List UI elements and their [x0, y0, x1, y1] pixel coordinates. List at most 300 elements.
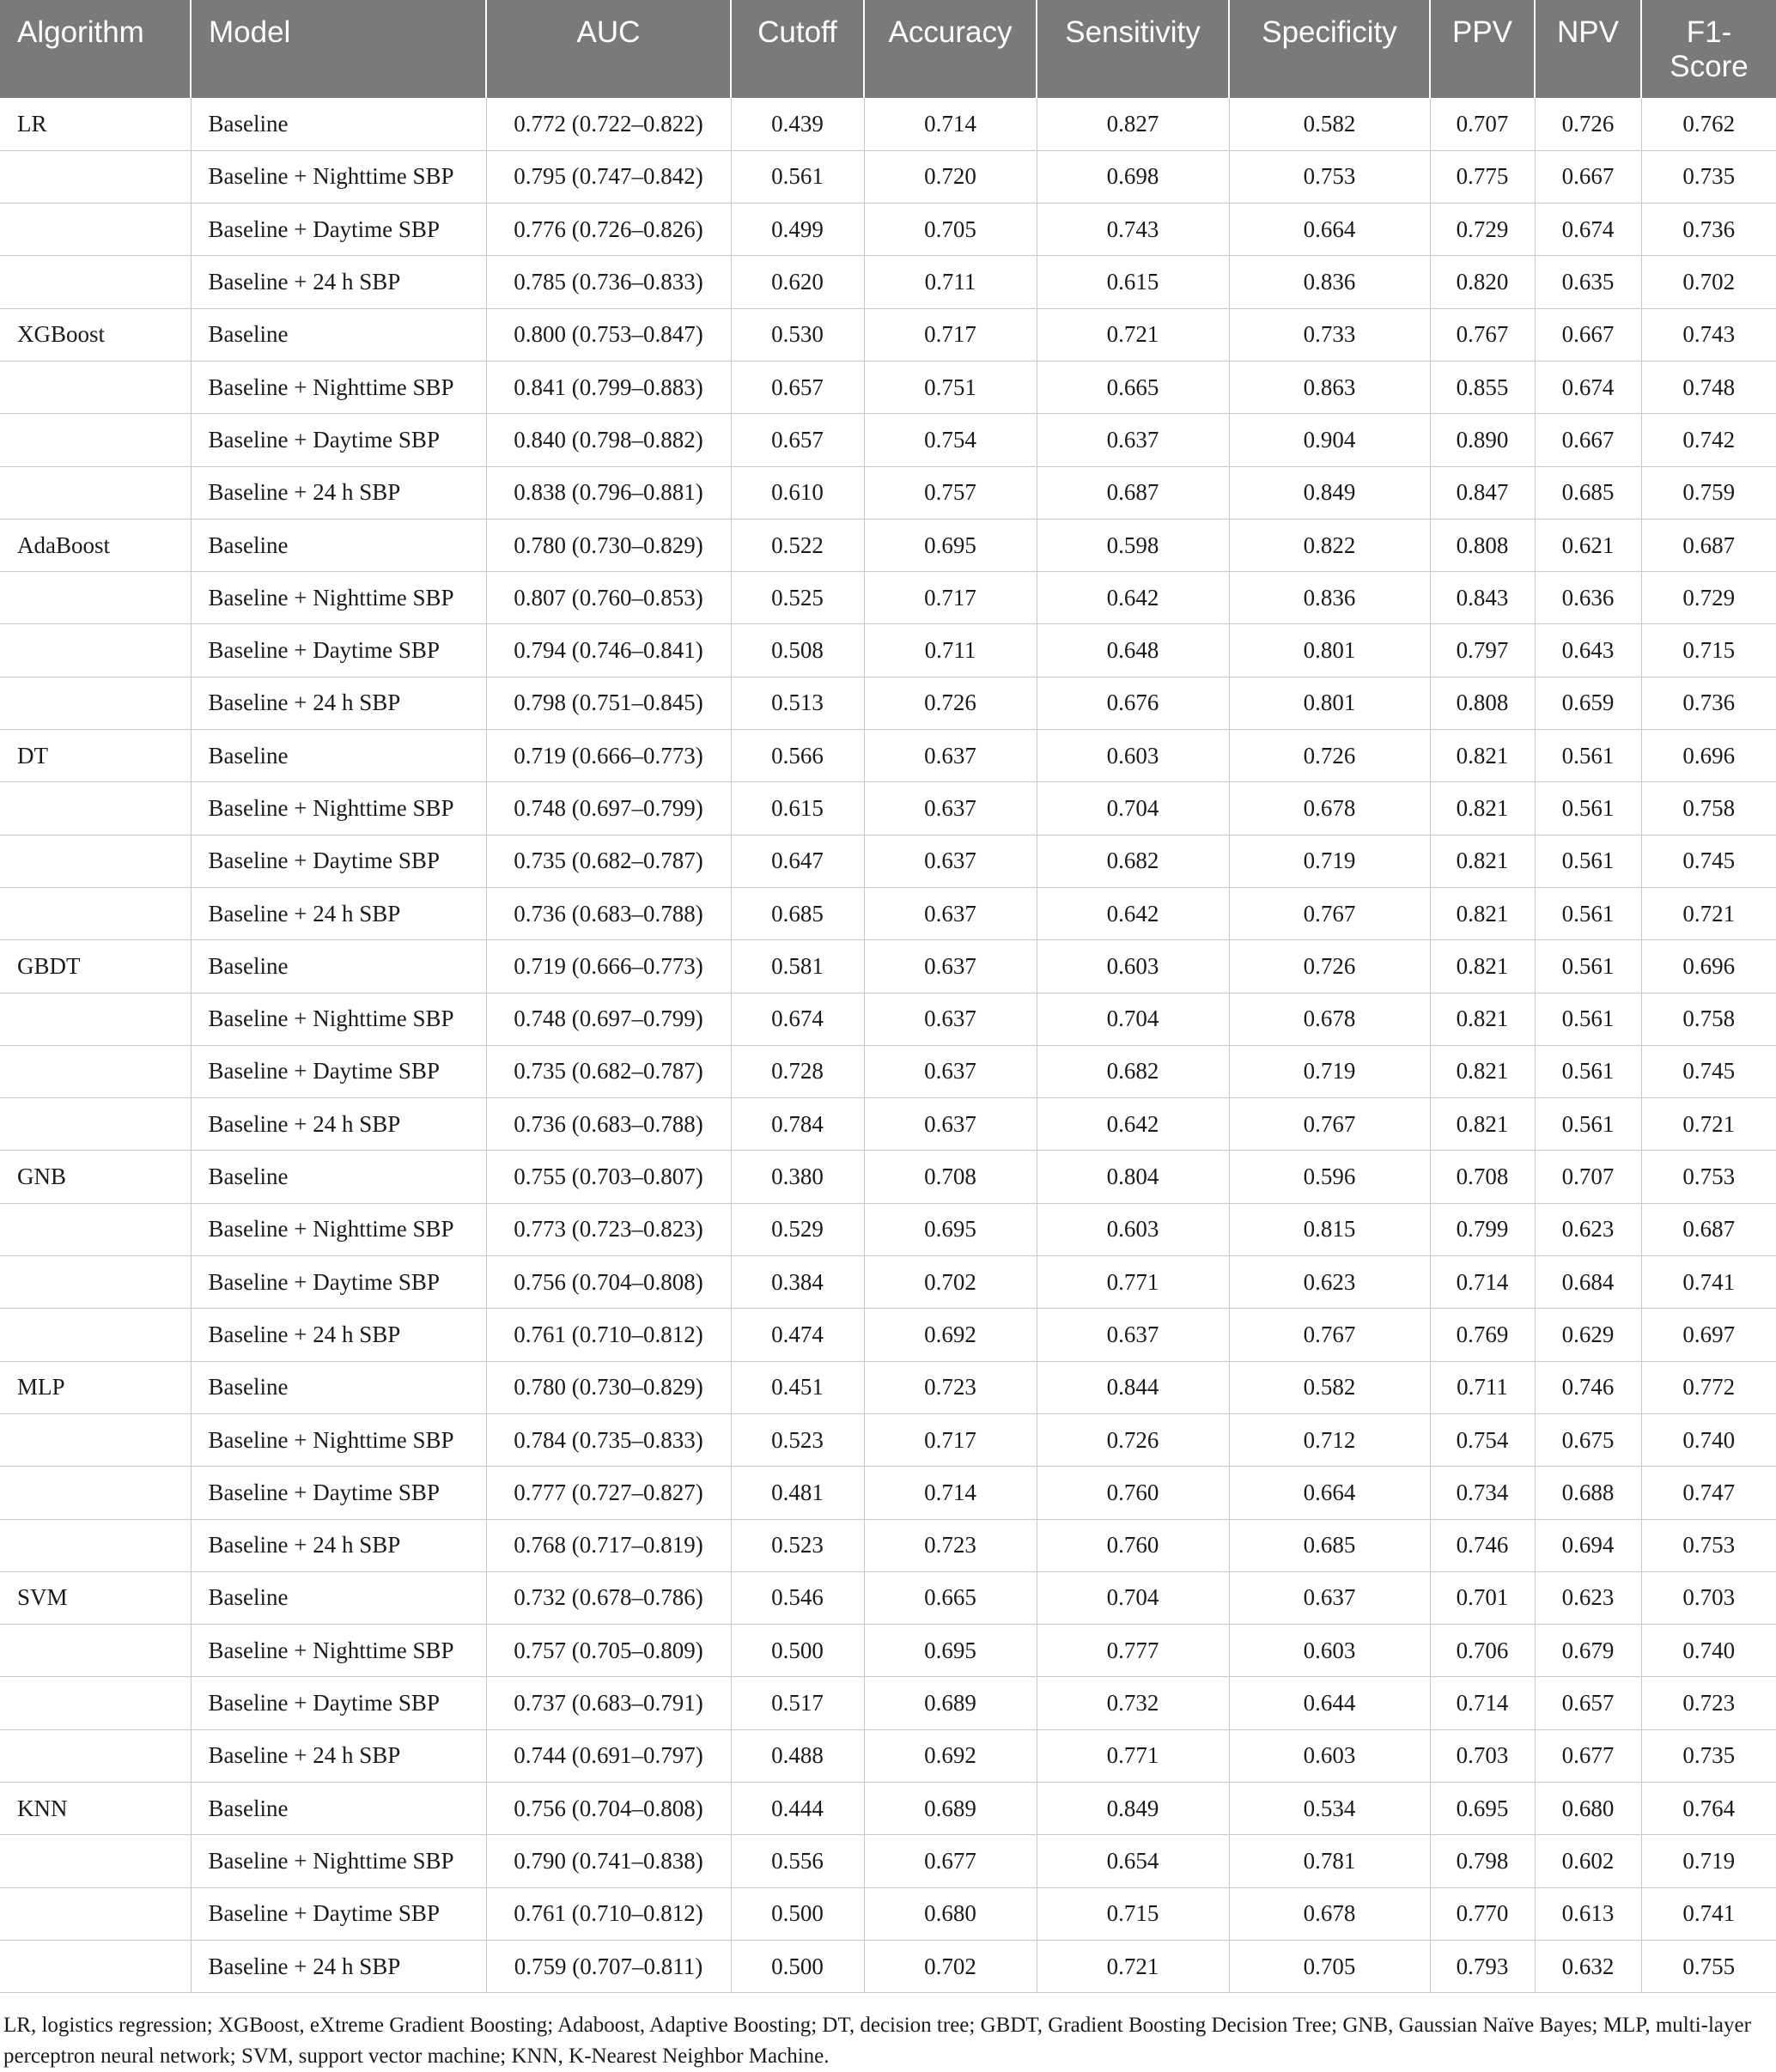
cell-cutoff: 0.488: [731, 1729, 864, 1782]
cell-model: Baseline + 24 h SBP: [191, 466, 486, 519]
cell-specificity: 0.726: [1229, 940, 1430, 993]
header-ppv: PPV: [1430, 0, 1535, 98]
cell-model: Baseline: [191, 940, 486, 993]
cell-ppv: 0.707: [1430, 98, 1535, 150]
cell-accuracy: 0.723: [864, 1361, 1037, 1413]
cell-specificity: 0.678: [1229, 782, 1430, 835]
cell-specificity: 0.582: [1229, 98, 1430, 150]
cell-auc: 0.744 (0.691–0.797): [486, 1729, 731, 1782]
cell-cutoff: 0.556: [731, 1835, 864, 1887]
cell-f1-score: 0.759: [1641, 466, 1776, 519]
cell-algorithm: AdaBoost: [0, 519, 191, 571]
cell-sensitivity: 0.676: [1037, 677, 1229, 729]
cell-npv: 0.621: [1535, 519, 1641, 571]
header-f1-score: [1641, 0, 1776, 98]
cell-cutoff: 0.784: [731, 1098, 864, 1151]
cell-ppv: 0.821: [1430, 730, 1535, 782]
table-row: [0, 940, 1776, 993]
cell-model: Baseline: [191, 1571, 486, 1624]
cell-cutoff: 0.546: [731, 1571, 864, 1624]
cell-cutoff: 0.561: [731, 150, 864, 203]
cell-npv: 0.561: [1535, 835, 1641, 887]
cell-ppv: 0.769: [1430, 1309, 1535, 1361]
table-row: [0, 1835, 1776, 1887]
cell-f1-score: 0.729: [1641, 572, 1776, 624]
cell-ppv: 0.754: [1430, 1413, 1535, 1466]
cell-accuracy: 0.711: [864, 624, 1037, 677]
cell-f1-score: 0.697: [1641, 1309, 1776, 1361]
cell-ppv: 0.821: [1430, 887, 1535, 939]
table-row: [0, 1571, 1776, 1624]
cell-specificity: 0.534: [1229, 1783, 1430, 1835]
cell-algorithm: KNN: [0, 1783, 191, 1835]
cell-cutoff: 0.499: [731, 204, 864, 256]
cell-npv: 0.674: [1535, 204, 1641, 256]
cell-npv: 0.707: [1535, 1151, 1641, 1203]
cell-cutoff: 0.685: [731, 887, 864, 939]
cell-algorithm: [0, 782, 191, 835]
cell-algorithm: [0, 1045, 191, 1097]
cell-npv: 0.685: [1535, 466, 1641, 519]
cell-npv: 0.657: [1535, 1677, 1641, 1729]
cell-ppv: 0.775: [1430, 150, 1535, 203]
table-row: [0, 1413, 1776, 1466]
cell-algorithm: GBDT: [0, 940, 191, 993]
cell-ppv: 0.703: [1430, 1729, 1535, 1782]
cell-model: Baseline + Daytime SBP: [191, 835, 486, 887]
cell-auc: 0.798 (0.751–0.845): [486, 677, 731, 729]
cell-sensitivity: 0.615: [1037, 256, 1229, 308]
cell-cutoff: 0.500: [731, 1940, 864, 1992]
cell-accuracy: 0.717: [864, 572, 1037, 624]
cell-algorithm: [0, 1309, 191, 1361]
table-row: [0, 1361, 1776, 1413]
cell-accuracy: 0.637: [864, 730, 1037, 782]
cell-specificity: 0.767: [1229, 1309, 1430, 1361]
cell-auc: 0.773 (0.723–0.823): [486, 1203, 731, 1255]
cell-f1-score: 0.696: [1641, 940, 1776, 993]
cell-f1-score: 0.735: [1641, 1729, 1776, 1782]
cell-f1-score: 0.741: [1641, 1887, 1776, 1940]
cell-npv: 0.684: [1535, 1256, 1641, 1309]
header-f1-line2: Score: [1670, 50, 1749, 83]
table-body: [0, 98, 1776, 1993]
cell-ppv: 0.714: [1430, 1256, 1535, 1309]
cell-specificity: 0.678: [1229, 993, 1430, 1045]
cell-model: Baseline + Daytime SBP: [191, 204, 486, 256]
cell-f1-score: 0.702: [1641, 256, 1776, 308]
cell-accuracy: 0.695: [864, 519, 1037, 571]
cell-auc: 0.735 (0.682–0.787): [486, 835, 731, 887]
cell-algorithm: [0, 204, 191, 256]
cell-accuracy: 0.665: [864, 1571, 1037, 1624]
cell-auc: 0.735 (0.682–0.787): [486, 1045, 731, 1097]
cell-cutoff: 0.566: [731, 730, 864, 782]
cell-f1-score: 0.755: [1641, 1940, 1776, 1992]
table-row: [0, 993, 1776, 1045]
cell-f1-score: 0.687: [1641, 519, 1776, 571]
cell-algorithm: [0, 1203, 191, 1255]
cell-npv: 0.694: [1535, 1519, 1641, 1571]
cell-sensitivity: 0.642: [1037, 1098, 1229, 1151]
cell-specificity: 0.726: [1229, 730, 1430, 782]
cell-specificity: 0.836: [1229, 572, 1430, 624]
cell-model: Baseline + Nighttime SBP: [191, 1413, 486, 1466]
cell-algorithm: [0, 1256, 191, 1309]
cell-sensitivity: 0.704: [1037, 782, 1229, 835]
cell-npv: 0.561: [1535, 993, 1641, 1045]
cell-sensitivity: 0.665: [1037, 361, 1229, 413]
cell-model: Baseline + 24 h SBP: [191, 1729, 486, 1782]
cell-cutoff: 0.529: [731, 1203, 864, 1255]
cell-cutoff: 0.500: [731, 1887, 864, 1940]
cell-algorithm: [0, 1413, 191, 1466]
header-cutoff: Cutoff: [731, 0, 864, 98]
table-row: [0, 150, 1776, 203]
cell-sensitivity: 0.849: [1037, 1783, 1229, 1835]
cell-f1-score: 0.740: [1641, 1625, 1776, 1677]
cell-cutoff: 0.657: [731, 361, 864, 413]
cell-algorithm: [0, 150, 191, 203]
table-row: [0, 466, 1776, 519]
cell-auc: 0.748 (0.697–0.799): [486, 993, 731, 1045]
cell-auc: 0.761 (0.710–0.812): [486, 1309, 731, 1361]
cell-npv: 0.561: [1535, 730, 1641, 782]
cell-ppv: 0.793: [1430, 1940, 1535, 1992]
table-row: [0, 1203, 1776, 1255]
cell-specificity: 0.781: [1229, 1835, 1430, 1887]
cell-ppv: 0.706: [1430, 1625, 1535, 1677]
cell-auc: 0.759 (0.707–0.811): [486, 1940, 731, 1992]
cell-auc: 0.795 (0.747–0.842): [486, 150, 731, 203]
cell-auc: 0.748 (0.697–0.799): [486, 782, 731, 835]
cell-accuracy: 0.637: [864, 835, 1037, 887]
cell-npv: 0.561: [1535, 887, 1641, 939]
header-sensitivity: Sensitivity: [1037, 0, 1229, 98]
cell-model: Baseline + 24 h SBP: [191, 1519, 486, 1571]
header-row: [0, 0, 1776, 98]
cell-specificity: 0.664: [1229, 204, 1430, 256]
table-row: [0, 1783, 1776, 1835]
cell-npv: 0.632: [1535, 1940, 1641, 1992]
cell-model: Baseline + Nighttime SBP: [191, 1625, 486, 1677]
cell-npv: 0.667: [1535, 150, 1641, 203]
cell-model: Baseline + Daytime SBP: [191, 1887, 486, 1940]
cell-npv: 0.679: [1535, 1625, 1641, 1677]
cell-sensitivity: 0.804: [1037, 1151, 1229, 1203]
cell-sensitivity: 0.844: [1037, 1361, 1229, 1413]
cell-model: Baseline: [191, 1783, 486, 1835]
cell-ppv: 0.821: [1430, 993, 1535, 1045]
header-model: Model: [191, 0, 486, 98]
cell-model: Baseline + Nighttime SBP: [191, 1835, 486, 1887]
cell-algorithm: [0, 466, 191, 519]
cell-specificity: 0.644: [1229, 1677, 1430, 1729]
cell-f1-score: 0.736: [1641, 677, 1776, 729]
cell-algorithm: [0, 572, 191, 624]
cell-f1-score: 0.723: [1641, 1677, 1776, 1729]
cell-ppv: 0.820: [1430, 256, 1535, 308]
cell-model: Baseline + 24 h SBP: [191, 1940, 486, 1992]
cell-ppv: 0.808: [1430, 677, 1535, 729]
cell-ppv: 0.729: [1430, 204, 1535, 256]
cell-npv: 0.623: [1535, 1203, 1641, 1255]
cell-f1-score: 0.740: [1641, 1413, 1776, 1466]
header-auc: AUC: [486, 0, 731, 98]
cell-ppv: 0.767: [1430, 308, 1535, 361]
header-f1-line1: F1-: [1686, 15, 1732, 49]
cell-ppv: 0.843: [1430, 572, 1535, 624]
cell-accuracy: 0.689: [864, 1783, 1037, 1835]
cell-algorithm: [0, 835, 191, 887]
header-specificity: Specificity: [1229, 0, 1430, 98]
cell-npv: 0.623: [1535, 1571, 1641, 1624]
table-footnote: LR, logistics regression; XGBoost, eXtreme Gradient Boosting; Adaboost, Adaptive Boosting; DT, decision tree; GBDT, Gradient Boosting Decision Tree; GNB, Gaussian Naïve Bayes; MLP, multi-layer perceptron neural network; SVM, support vector machine; KNN, K-Nearest Neighbor Machine.: [3, 2014, 1751, 2069]
cell-f1-score: 0.758: [1641, 993, 1776, 1045]
cell-specificity: 0.664: [1229, 1467, 1430, 1519]
table-row: [0, 1625, 1776, 1677]
cell-model: Baseline + Nighttime SBP: [191, 361, 486, 413]
cell-algorithm: [0, 1098, 191, 1151]
cell-npv: 0.726: [1535, 98, 1641, 150]
cell-npv: 0.688: [1535, 1467, 1641, 1519]
cell-auc: 0.736 (0.683–0.788): [486, 887, 731, 939]
table-row: [0, 1519, 1776, 1571]
cell-ppv: 0.714: [1430, 1677, 1535, 1729]
cell-npv: 0.561: [1535, 782, 1641, 835]
cell-accuracy: 0.705: [864, 204, 1037, 256]
cell-accuracy: 0.717: [864, 308, 1037, 361]
cell-sensitivity: 0.687: [1037, 466, 1229, 519]
cell-algorithm: [0, 256, 191, 308]
cell-algorithm: [0, 361, 191, 413]
table-row: [0, 1729, 1776, 1782]
cell-cutoff: 0.615: [731, 782, 864, 835]
cell-cutoff: 0.530: [731, 308, 864, 361]
cell-auc: 0.756 (0.704–0.808): [486, 1783, 731, 1835]
cell-auc: 0.800 (0.753–0.847): [486, 308, 731, 361]
cell-npv: 0.561: [1535, 1045, 1641, 1097]
cell-specificity: 0.863: [1229, 361, 1430, 413]
cell-accuracy: 0.637: [864, 1098, 1037, 1151]
cell-f1-score: 0.748: [1641, 361, 1776, 413]
cell-algorithm: [0, 1467, 191, 1519]
cell-sensitivity: 0.726: [1037, 1413, 1229, 1466]
cell-cutoff: 0.513: [731, 677, 864, 729]
cell-specificity: 0.719: [1229, 835, 1430, 887]
cell-sensitivity: 0.603: [1037, 940, 1229, 993]
cell-f1-score: 0.742: [1641, 414, 1776, 466]
cell-f1-score: 0.747: [1641, 1467, 1776, 1519]
cell-accuracy: 0.720: [864, 150, 1037, 203]
cell-auc: 0.777 (0.727–0.827): [486, 1467, 731, 1519]
cell-algorithm: SVM: [0, 1571, 191, 1624]
cell-cutoff: 0.657: [731, 414, 864, 466]
cell-auc: 0.719 (0.666–0.773): [486, 730, 731, 782]
cell-sensitivity: 0.777: [1037, 1625, 1229, 1677]
cell-npv: 0.667: [1535, 308, 1641, 361]
cell-cutoff: 0.728: [731, 1045, 864, 1097]
table-row: [0, 1098, 1776, 1151]
cell-sensitivity: 0.654: [1037, 1835, 1229, 1887]
cell-auc: 0.757 (0.705–0.809): [486, 1625, 731, 1677]
cell-auc: 0.841 (0.799–0.883): [486, 361, 731, 413]
cell-accuracy: 0.711: [864, 256, 1037, 308]
cell-algorithm: [0, 1677, 191, 1729]
cell-accuracy: 0.689: [864, 1677, 1037, 1729]
cell-auc: 0.736 (0.683–0.788): [486, 1098, 731, 1151]
cell-cutoff: 0.674: [731, 993, 864, 1045]
cell-cutoff: 0.451: [731, 1361, 864, 1413]
cell-ppv: 0.711: [1430, 1361, 1535, 1413]
cell-sensitivity: 0.771: [1037, 1256, 1229, 1309]
cell-algorithm: [0, 1940, 191, 1992]
table-row: [0, 624, 1776, 677]
cell-ppv: 0.797: [1430, 624, 1535, 677]
cell-algorithm: MLP: [0, 1361, 191, 1413]
cell-cutoff: 0.581: [731, 940, 864, 993]
cell-algorithm: LR: [0, 98, 191, 150]
cell-auc: 0.768 (0.717–0.819): [486, 1519, 731, 1571]
cell-algorithm: [0, 1729, 191, 1782]
header-accuracy: Accuracy: [864, 0, 1037, 98]
cell-model: Baseline + Daytime SBP: [191, 624, 486, 677]
cell-ppv: 0.821: [1430, 835, 1535, 887]
cell-model: Baseline: [191, 308, 486, 361]
cell-accuracy: 0.680: [864, 1887, 1037, 1940]
cell-npv: 0.636: [1535, 572, 1641, 624]
table-row: [0, 204, 1776, 256]
cell-f1-score: 0.772: [1641, 1361, 1776, 1413]
cell-model: Baseline + Nighttime SBP: [191, 782, 486, 835]
cell-sensitivity: 0.682: [1037, 835, 1229, 887]
cell-sensitivity: 0.642: [1037, 572, 1229, 624]
cell-ppv: 0.821: [1430, 1098, 1535, 1151]
cell-auc: 0.755 (0.703–0.807): [486, 1151, 731, 1203]
cell-model: Baseline + Nighttime SBP: [191, 150, 486, 203]
cell-algorithm: DT: [0, 730, 191, 782]
cell-f1-score: 0.745: [1641, 835, 1776, 887]
cell-npv: 0.675: [1535, 1413, 1641, 1466]
cell-npv: 0.635: [1535, 256, 1641, 308]
cell-specificity: 0.733: [1229, 308, 1430, 361]
cell-model: Baseline + Nighttime SBP: [191, 572, 486, 624]
cell-npv: 0.643: [1535, 624, 1641, 677]
cell-accuracy: 0.714: [864, 98, 1037, 150]
cell-f1-score: 0.696: [1641, 730, 1776, 782]
table-row: [0, 572, 1776, 624]
cell-sensitivity: 0.648: [1037, 624, 1229, 677]
cell-cutoff: 0.517: [731, 1677, 864, 1729]
cell-specificity: 0.753: [1229, 150, 1430, 203]
cell-cutoff: 0.647: [731, 835, 864, 887]
cell-ppv: 0.695: [1430, 1783, 1535, 1835]
cell-model: Baseline + Nighttime SBP: [191, 1203, 486, 1255]
cell-specificity: 0.719: [1229, 1045, 1430, 1097]
cell-f1-score: 0.753: [1641, 1519, 1776, 1571]
cell-accuracy: 0.757: [864, 466, 1037, 519]
cell-specificity: 0.582: [1229, 1361, 1430, 1413]
cell-specificity: 0.603: [1229, 1625, 1430, 1677]
cell-model: Baseline + Daytime SBP: [191, 414, 486, 466]
table-row: [0, 98, 1776, 150]
cell-f1-score: 0.703: [1641, 1571, 1776, 1624]
cell-model: Baseline: [191, 98, 486, 150]
cell-cutoff: 0.481: [731, 1467, 864, 1519]
cell-accuracy: 0.637: [864, 782, 1037, 835]
cell-f1-score: 0.753: [1641, 1151, 1776, 1203]
cell-specificity: 0.849: [1229, 466, 1430, 519]
cell-ppv: 0.799: [1430, 1203, 1535, 1255]
cell-specificity: 0.705: [1229, 1940, 1430, 1992]
cell-f1-score: 0.764: [1641, 1783, 1776, 1835]
cell-auc: 0.737 (0.683–0.791): [486, 1677, 731, 1729]
cell-model: Baseline + Daytime SBP: [191, 1256, 486, 1309]
cell-ppv: 0.808: [1430, 519, 1535, 571]
cell-specificity: 0.836: [1229, 256, 1430, 308]
cell-accuracy: 0.717: [864, 1413, 1037, 1466]
table-row: [0, 887, 1776, 939]
cell-accuracy: 0.751: [864, 361, 1037, 413]
cell-accuracy: 0.637: [864, 993, 1037, 1045]
cell-ppv: 0.746: [1430, 1519, 1535, 1571]
cell-sensitivity: 0.715: [1037, 1887, 1229, 1940]
cell-accuracy: 0.692: [864, 1309, 1037, 1361]
cell-f1-score: 0.715: [1641, 624, 1776, 677]
cell-cutoff: 0.444: [731, 1783, 864, 1835]
cell-accuracy: 0.714: [864, 1467, 1037, 1519]
cell-npv: 0.561: [1535, 1098, 1641, 1151]
cell-cutoff: 0.523: [731, 1413, 864, 1466]
cell-sensitivity: 0.721: [1037, 1940, 1229, 1992]
cell-npv: 0.680: [1535, 1783, 1641, 1835]
cell-accuracy: 0.695: [864, 1625, 1037, 1677]
cell-accuracy: 0.637: [864, 1045, 1037, 1097]
cell-f1-score: 0.758: [1641, 782, 1776, 835]
table-row: [0, 1677, 1776, 1729]
table-row: [0, 308, 1776, 361]
cell-ppv: 0.890: [1430, 414, 1535, 466]
cell-model: Baseline + Daytime SBP: [191, 1467, 486, 1519]
header-algorithm: Algorithm: [0, 0, 191, 98]
cell-sensitivity: 0.642: [1037, 887, 1229, 939]
cell-model: Baseline + 24 h SBP: [191, 1098, 486, 1151]
table-row: [0, 1467, 1776, 1519]
cell-auc: 0.761 (0.710–0.812): [486, 1887, 731, 1940]
cell-f1-score: 0.719: [1641, 1835, 1776, 1887]
cell-specificity: 0.712: [1229, 1413, 1430, 1466]
cell-algorithm: [0, 414, 191, 466]
cell-sensitivity: 0.698: [1037, 150, 1229, 203]
cell-f1-score: 0.721: [1641, 1098, 1776, 1151]
cell-npv: 0.746: [1535, 1361, 1641, 1413]
cell-npv: 0.613: [1535, 1887, 1641, 1940]
cell-auc: 0.784 (0.735–0.833): [486, 1413, 731, 1466]
cell-sensitivity: 0.637: [1037, 414, 1229, 466]
cell-npv: 0.629: [1535, 1309, 1641, 1361]
cell-model: Baseline + 24 h SBP: [191, 1309, 486, 1361]
cell-auc: 0.776 (0.726–0.826): [486, 204, 731, 256]
cell-accuracy: 0.677: [864, 1835, 1037, 1887]
cell-specificity: 0.801: [1229, 624, 1430, 677]
cell-cutoff: 0.500: [731, 1625, 864, 1677]
cell-cutoff: 0.523: [731, 1519, 864, 1571]
cell-auc: 0.838 (0.796–0.881): [486, 466, 731, 519]
table-row: [0, 1045, 1776, 1097]
table-row: [0, 1887, 1776, 1940]
cell-model: Baseline + 24 h SBP: [191, 256, 486, 308]
cell-cutoff: 0.474: [731, 1309, 864, 1361]
